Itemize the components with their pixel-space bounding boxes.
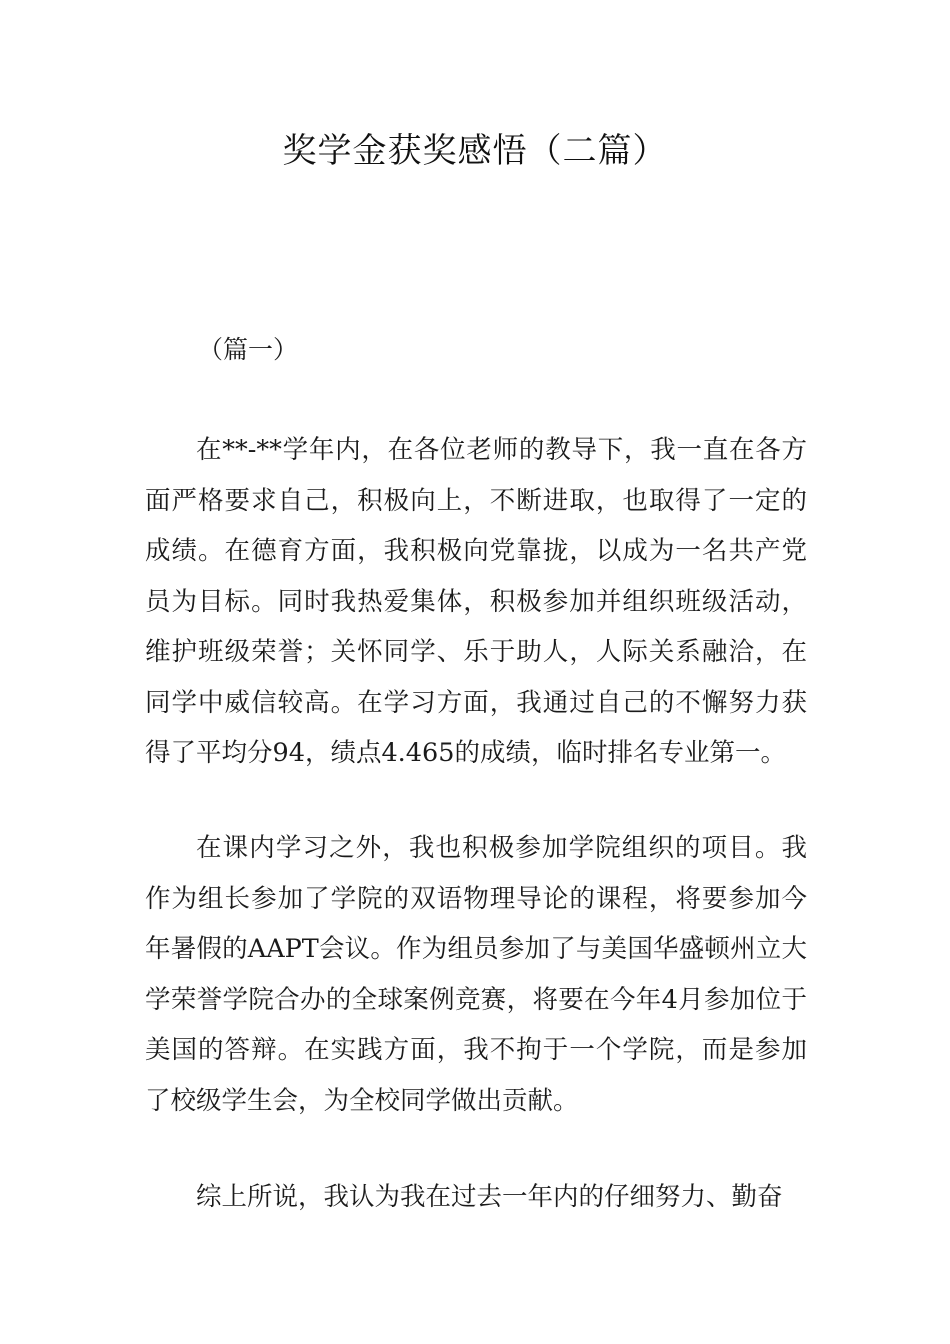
paragraph-3: 综上所说，我认为我在过去一年内的仔细努力、勤奋 [196,1182,783,1212]
paragraph-2: 在课内学习之外，我也积极参加学院组织的项目。我作为组长参加了学院的双语物理导论的课程，将要参加今年暑假的AAPT会议。作为组员参加了与美国华盛顿州立大学荣誉学院合办的全球案例竞赛，将要在今年4月参加位于美国的答辩。在实践方面，我不拘于一个学院，而是参加了校级学生会，为全校同学做出贡献。 [145,833,807,1116]
section-label: （篇一） [198,335,299,364]
document-title: 奖学金获奖感悟（二篇） [282,131,668,171]
paragraph-1: 在**-**学年内，在各位老师的教导下，我一直在各方面严格要求自己，积极向上，不断进取，也取得了一定的成绩。在德育方面，我积极向党靠拢，以成为一名共产党员为目标。同时我热爱集体，积极参加并组织班级活动，维护班级荣誉；关怀同学、乐于助人，人际关系融洽，在同学中威信较高。在学习方面，我通过自己的不懈努力获得了平均分94，绩点4.465的成绩，临时排名专业第一。 [145,435,807,768]
